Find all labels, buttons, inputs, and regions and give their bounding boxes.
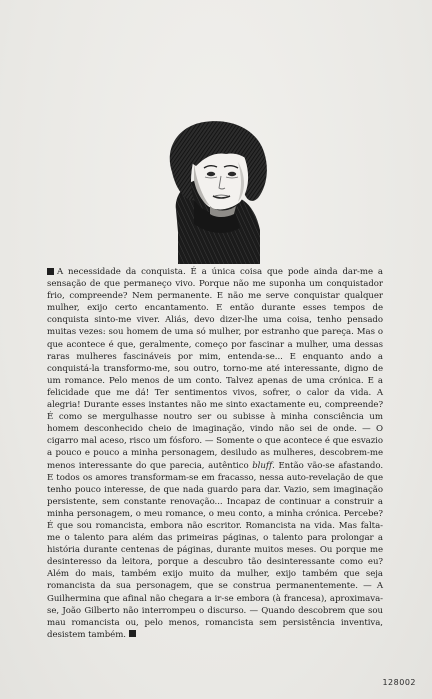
end-square-icon: [129, 630, 136, 637]
woman-portrait-illustration-icon: [160, 118, 272, 264]
catalog-code: 128002: [382, 678, 416, 687]
paragraph-part-1: A necessidade da conquista. É a única coisa que pode ainda dar-me a sensação de que permaneço vivo. Porque não me suponha um conquistador frio, compreende? Nem permanente. E não me serve conquistar qualquer mulher, exijo certo encantamento. E então durante esses tempos de conquista sinto-me viver. Aliás, devo dizer-lhe uma coisa, tenho pensado muitas vezes: sou homem de uma só mulher, por estranho que pareça. Mas o que acontece é que, geralmente, começo por fascinar a mulher, uma dessas raras mulheres fascináveis por mim, entenda-se... E enquanto ando a conquistá-la transformo-me, sou outro, torno-me até interessante, digno de um romance. Pelo menos de um conto. Talvez apenas de uma crónica. E a felicidade que me dá! Ter sentimentos vivos, sofrer, o calor da vida. A alegria! Durante esses instantes não me sinto exactamente eu, compreende? É como se mergulhasse noutro ser ou subisse à minha consciência um homem desconhecido cheio de imaginação, vindo não sei de onde. — O cigarro mal aceso, risco um fósforo. — Somente o que acontece é que esvazio a pouco e pouco a minha personagem, desiludo as mulheres, descobrem-me menos interessante do que parecia, autêntico: [47, 267, 383, 471]
body-text: [47, 266, 383, 641]
italic-word: bluff: [252, 460, 273, 471]
paragraph-part-2: . Então vão-se afastando. E todos os amores transformam-se em fracasso, nessa auto-revelação de que tenho pouco interesse, de que nada guardo para dar. Vazio, sem imaginação persistente, sem constante renovação... Incapaz de continuar a construir a minha personagem, o meu romance, o meu conto, a minha crónica. Percebe? É que sou romancista, embora não escritor. Romancista na vida. Mas falta-me o talento para além das primeiras páginas, o talento para prolongar a história durante centenas de páginas, durante muitos meses. Ou porque me desinteresso da leitora, porque a descubro tão desinteressante como eu? Além do mais, também exijo muito da mulher, exijo também que seja romancista da sua personagem, que se construa permanentemente. — A Guilhermina que afinal não chegara a ir-se embora (à francesa), aproximava-se, João Gilberto não interrompeu o discurso. — Quando descobrem que sou mau romancista ou, pelo menos, romancista sem persistência inventiva, desistem também.: [47, 460, 384, 640]
start-square-icon: [47, 268, 54, 275]
